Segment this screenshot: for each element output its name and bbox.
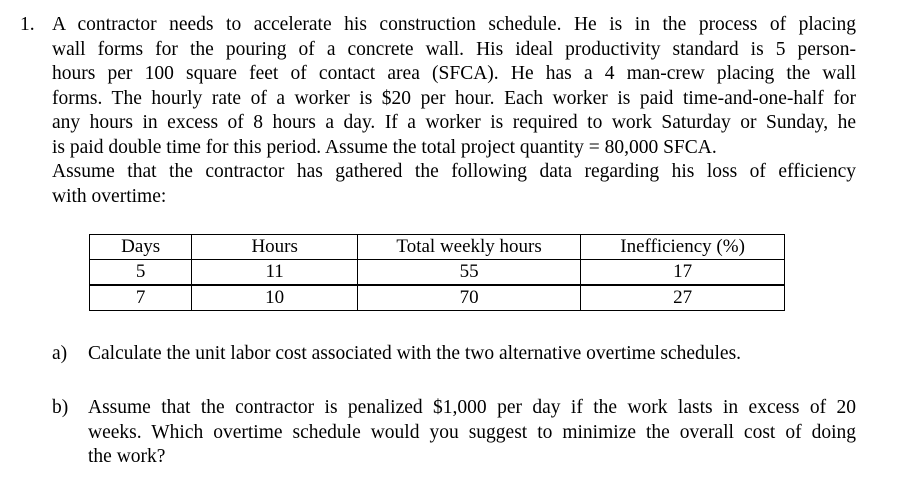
overtime-data-table bbox=[89, 234, 785, 311]
part-b-label: b) bbox=[52, 397, 69, 418]
cell-days: 5 bbox=[90, 260, 192, 286]
problem-line: with overtime: bbox=[52, 185, 167, 207]
problem-line: hours per 100 square feet of contact area (SFCA). He has a 4 man-crew placing the wall bbox=[52, 63, 856, 84]
part-a-label: a) bbox=[52, 343, 68, 364]
problem-number: 1. bbox=[20, 14, 35, 35]
part-b-line: weeks. Which overtime schedule would you suggest to minimize the overall cost of doing bbox=[88, 421, 856, 443]
table-row bbox=[90, 260, 785, 286]
cell-inefficiency: 17 bbox=[581, 260, 785, 286]
part-b-line: Assume that the contractor is penalized $1,000 per day if the work lasts in excess of 20 bbox=[88, 397, 856, 418]
header-hours: Hours bbox=[192, 235, 358, 260]
part-a-text bbox=[88, 342, 856, 367]
header-total-weekly-hours: Total weekly hours bbox=[358, 235, 581, 260]
part-b-text bbox=[88, 396, 856, 470]
problem-line: is paid double time for this period. Assume the total project quantity = 80,000 SFCA. bbox=[52, 136, 717, 158]
header-days: Days bbox=[90, 235, 192, 260]
table-header-row bbox=[90, 235, 785, 260]
problem-statement bbox=[52, 13, 856, 209]
cell-days: 7 bbox=[90, 285, 192, 311]
cell-inefficiency: 27 bbox=[581, 285, 785, 311]
cell-total-weekly-hours: 55 bbox=[358, 260, 581, 286]
part-b-line: the work? bbox=[88, 446, 166, 467]
cell-hours: 10 bbox=[192, 285, 358, 311]
table-row bbox=[90, 285, 785, 311]
problem-line: forms. The hourly rate of a worker is $20 per hour. Each worker is paid time-and-one-half for bbox=[52, 87, 856, 109]
problem-line: any hours in excess of 8 hours a day. If a worker is required to work Saturday or Sunday, he bbox=[52, 112, 856, 133]
problem-line: Assume that the contractor has gathered the following data regarding his loss of efficiency bbox=[52, 161, 856, 182]
header-inefficiency: Inefficiency (%) bbox=[581, 235, 785, 260]
problem-line: A contractor needs to accelerate his construction schedule. He is in the process of placing bbox=[52, 14, 856, 35]
cell-hours: 11 bbox=[192, 260, 358, 286]
problem-line: wall forms for the pouring of a concrete wall. His ideal productivity standard is 5 person- bbox=[52, 38, 856, 60]
part-a-line: Calculate the unit labor cost associated with the two alternative overtime schedules. bbox=[88, 343, 742, 364]
cell-total-weekly-hours: 70 bbox=[358, 285, 581, 311]
